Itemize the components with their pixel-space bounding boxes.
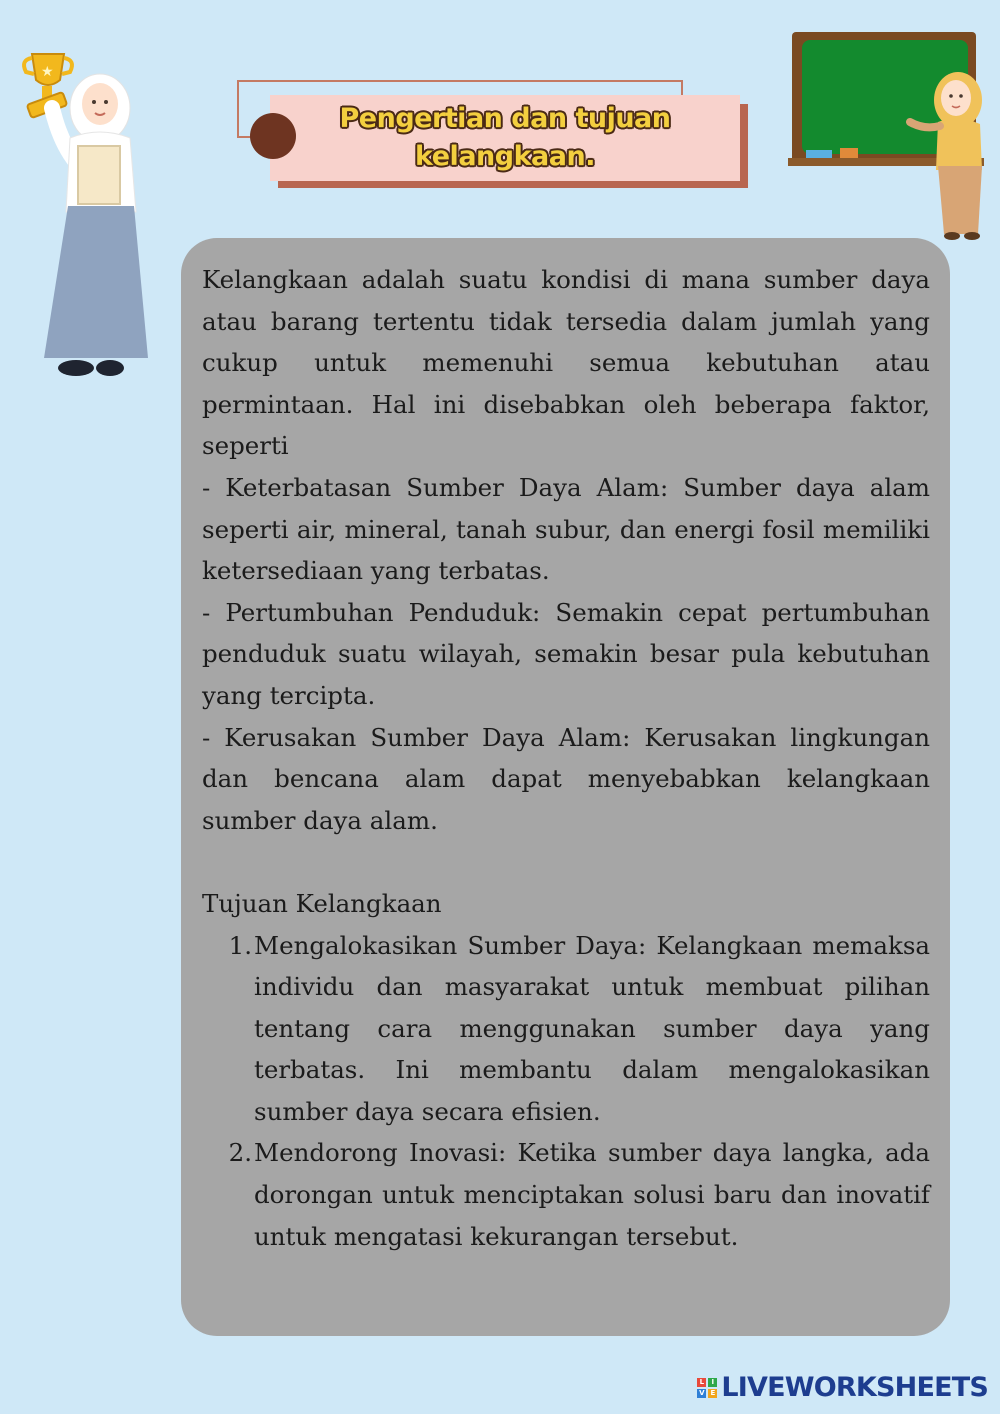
- logo-grid-icon: L I V E: [697, 1378, 717, 1398]
- brand-name: LIVEWORKSHEETS: [721, 1372, 988, 1403]
- student-trophy-illustration: [14, 46, 154, 384]
- goal-number: 1.: [228, 930, 252, 960]
- factor-item: - Kerusakan Sumber Daya Alam: Kerusakan lingkungan dan bencana alam dapat menyebabkan kelangkaan sumber daya alam.: [202, 722, 930, 835]
- liveworksheets-logo: [697, 1372, 988, 1403]
- goal-number: 2.: [228, 1138, 252, 1168]
- intro-paragraph: Kelangkaan adalah suatu kondisi di mana sumber daya atau barang tertentu tidak tersedia dalam jumlah yang cukup untuk memenuhi semua kebutuhan atau permintaan. Hal ini disebabkan oleh beberapa faktor, seperti: [202, 265, 930, 461]
- title-banner: [270, 95, 740, 181]
- goal-item: [202, 1132, 930, 1257]
- title-decor-circle: [250, 113, 296, 159]
- factor-item: - Keterbatasan Sumber Daya Alam: Sumber daya alam seperti air, mineral, tanah subur, dan energi fosil memiliki ketersediaan yang terbatas.: [202, 472, 930, 586]
- goal-text: Mengalokasikan Sumber Daya: Kelangkaan memaksa individu dan masyarakat untuk membuat pilihan tentang cara menggunakan sumber daya yang terbatas. Ini membantu dalam mengalokasikan sumber daya secara efisien.: [254, 930, 930, 1126]
- svg-text:★: ★: [41, 64, 54, 80]
- content-text: [202, 259, 930, 1257]
- goal-item: [202, 925, 930, 1133]
- goals-heading: Tujuan Kelangkaan: [202, 888, 442, 918]
- goal-text: Mendorong Inovasi: Ketika sumber daya langka, ada dorongan untuk menciptakan solusi baru dan inovatif untuk mengatasi kekurangan tersebut.: [254, 1138, 930, 1251]
- teacher-blackboard-illustration: [788, 30, 993, 242]
- page-title-line-1: Pengertian dan tujuan: [339, 103, 671, 134]
- page-title-line-2: kelangkaan.: [415, 141, 595, 172]
- factor-item: - Pertumbuhan Penduduk: Semakin cepat pertumbuhan penduduk suatu wilayah, semakin besar pula kebutuhan yang tercipta.: [202, 597, 930, 710]
